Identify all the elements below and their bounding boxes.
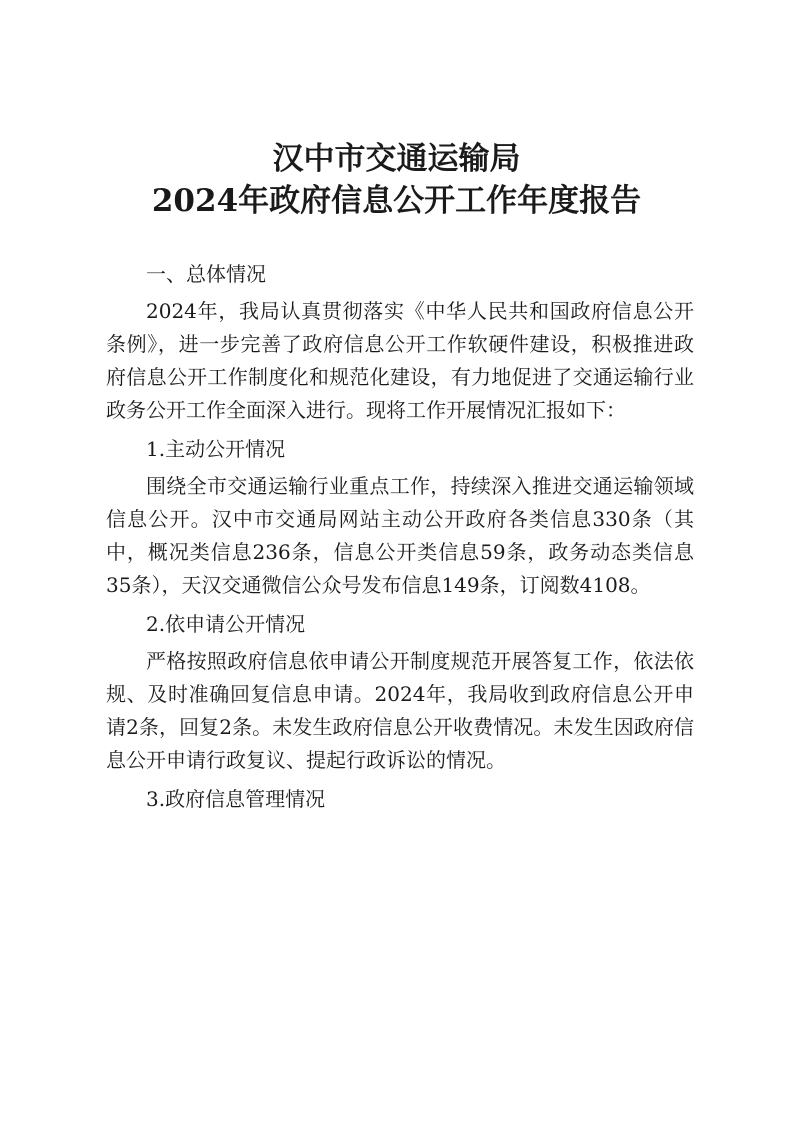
document-body	[106, 258, 694, 820]
title-line-1: 汉中市交通运输局	[272, 141, 521, 177]
document-title	[0, 138, 793, 222]
application-disclosure-paragraph: 严格按照政府信息依申请公开制度规范开展答复工作，依法依规、及时准确回复信息申请。2024年，我局收到政府信息公开申请2条，回复2条。未发生政府信息公开收费情况。未发生因政府信息公开申请行政复议、提起行政诉讼的情况。	[106, 649, 694, 772]
section-heading-overview: 一、总体情况	[146, 262, 266, 286]
proactive-disclosure-paragraph: 围绕全市交通运输行业重点工作，持续深入推进交通运输领域信息公开。汉中市交通局网站主动公开政府各类信息330条（其中，概况类信息236条，信息公开类信息59条，政务动态类信息35条），天汉交通微信公众号发布信息149条，订阅数4108。	[106, 474, 694, 597]
intro-paragraph: 2024年，我局认真贯彻落实《中华人民共和国政府信息公开条例》，进一步完善了政府信息公开工作软硬件建设，积极推进政府信息公开工作制度化和规范化建设，有力地促进了交通运输行业政务公开工作全面深入进行。现将工作开展情况汇报如下：	[106, 299, 694, 422]
subheading-information-management: 3.政府信息管理情况	[146, 787, 326, 811]
title-line-2: 2024年政府信息公开工作年度报告	[151, 183, 642, 219]
subheading-proactive-disclosure: 1.主动公开情况	[146, 437, 286, 461]
subheading-application-disclosure: 2.依申请公开情况	[146, 612, 306, 636]
